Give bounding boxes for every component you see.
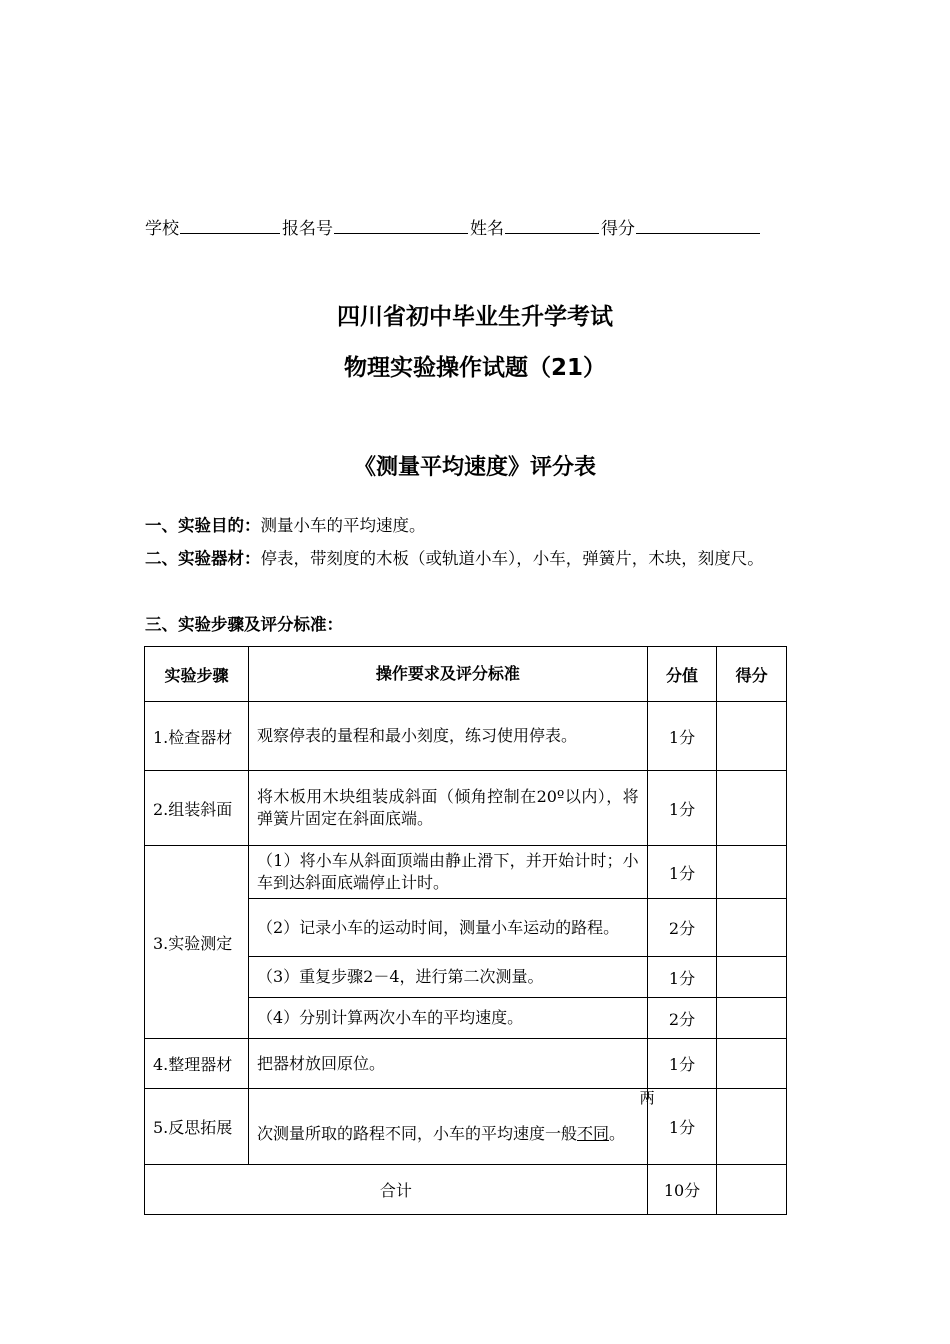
candidate-info-line: [145, 214, 762, 239]
steps-section: [145, 609, 807, 641]
step-cell: [145, 771, 249, 846]
requirement-text-underlined: 不同: [576, 1123, 609, 1143]
step-label: 1.检查器材: [153, 727, 233, 747]
scoring-table: [144, 646, 787, 1215]
requirement-text-main: 次测量所取的路程不同，小车的平均速度一般: [256, 1123, 577, 1143]
total-row: [145, 1165, 787, 1215]
score-cell[interactable]: [717, 899, 787, 957]
requirement-text: 把器材放回原位。: [256, 1053, 385, 1073]
requirement-text-end: 。: [609, 1123, 626, 1143]
equipment-heading: 二、实验器材：: [145, 549, 261, 568]
table-row: [145, 1089, 787, 1165]
requirement-text: （2）记录小车的运动时间，测量小车运动的路程。: [256, 917, 620, 937]
total-label: 合计: [145, 1165, 648, 1215]
score-label: 得分: [601, 219, 635, 239]
exam-subtitle: 物理实验操作试题（21）: [343, 355, 606, 381]
points-cell: 1分: [647, 1039, 717, 1089]
requirement-text: 将木板用木块组装成斜面（倾角控制在20º以内），将弹簧片固定在斜面底端。: [256, 787, 639, 828]
total-score-cell[interactable]: [717, 1165, 787, 1215]
steps-heading: 三、实验步骤及评分标准：: [145, 615, 343, 634]
step-cell: [145, 846, 249, 1039]
table-row: [145, 702, 787, 771]
exam-title: 四川省初中毕业生升学考试: [337, 304, 613, 330]
step-label: 3.实验测定: [153, 933, 233, 953]
requirement-text: （3）重复步骤2－4，进行第二次测量。: [256, 967, 544, 986]
requirement-text: [257, 1109, 639, 1145]
score-cell[interactable]: [717, 702, 787, 771]
step-cell: [145, 702, 249, 771]
requirement-cell: [248, 702, 647, 771]
score-cell[interactable]: [717, 1039, 787, 1089]
requirement-text: （4）分别计算两次小车的平均速度。: [256, 1008, 524, 1027]
header-requirements: 操作要求及评分标准: [248, 647, 647, 702]
table-header-row: [145, 647, 787, 702]
school-blank[interactable]: [180, 217, 280, 234]
name-label: 姓名: [470, 219, 504, 239]
header-score: 得分: [717, 647, 787, 702]
requirement-cell: [248, 899, 647, 957]
requirement-cell: [248, 1039, 647, 1089]
step-label: 2.组装斜面: [153, 799, 233, 819]
points-cell: 1分: [647, 771, 717, 846]
registration-number-label: 报名号: [282, 219, 333, 239]
requirement-cell: [248, 771, 647, 846]
points-cell: 1分: [647, 957, 717, 998]
scoring-sheet-title: 《测量平均速度》评分表: [353, 455, 596, 480]
total-points: 10分: [647, 1165, 717, 1215]
step-cell: [145, 1039, 249, 1089]
score-blank[interactable]: [636, 217, 760, 234]
equipment-section: [145, 543, 807, 575]
table-row: [145, 846, 787, 899]
score-cell[interactable]: [717, 957, 787, 998]
requirement-cell: [248, 957, 647, 998]
purpose-section: [145, 510, 807, 542]
requirement-text: （1）将小车从斜面顶端由静止滑下，并开始计时；小车到达斜面底端停止计时。: [256, 851, 639, 892]
points-cell: 1分: [647, 846, 717, 899]
purpose-heading: 一、实验目的：: [145, 516, 261, 535]
requirement-cell: [248, 1089, 655, 1165]
equipment-text: 停表，带刻度的木板（或轨道小车），小车，弹簧片，木块，刻度尺。: [260, 549, 764, 568]
step-cell: [145, 1089, 249, 1165]
table-row: [145, 771, 787, 846]
requirement-text: 观察停表的量程和最小刻度，练习使用停表。: [256, 726, 577, 745]
score-cell[interactable]: [717, 1089, 787, 1165]
name-blank[interactable]: [505, 217, 599, 234]
score-cell[interactable]: [717, 771, 787, 846]
points-cell: 1分: [647, 702, 717, 771]
requirement-overflow-char: 两: [639, 1089, 655, 1107]
points-cell: 1分: [647, 1089, 717, 1165]
header-step: 实验步骤: [145, 647, 249, 702]
table-row: [145, 1039, 787, 1089]
school-label: 学校: [145, 219, 179, 239]
header-points: 分值: [647, 647, 717, 702]
requirement-cell: [248, 998, 647, 1039]
step-label: 5.反思拓展: [153, 1118, 233, 1137]
points-cell: 2分: [647, 899, 717, 957]
registration-number-blank[interactable]: [334, 217, 468, 234]
purpose-text: 测量小车的平均速度。: [260, 516, 426, 535]
requirement-cell: [248, 846, 647, 899]
points-cell: 2分: [647, 998, 717, 1039]
step-label: 4.整理器材: [153, 1055, 233, 1074]
score-cell[interactable]: [717, 998, 787, 1039]
score-cell[interactable]: [717, 846, 787, 899]
